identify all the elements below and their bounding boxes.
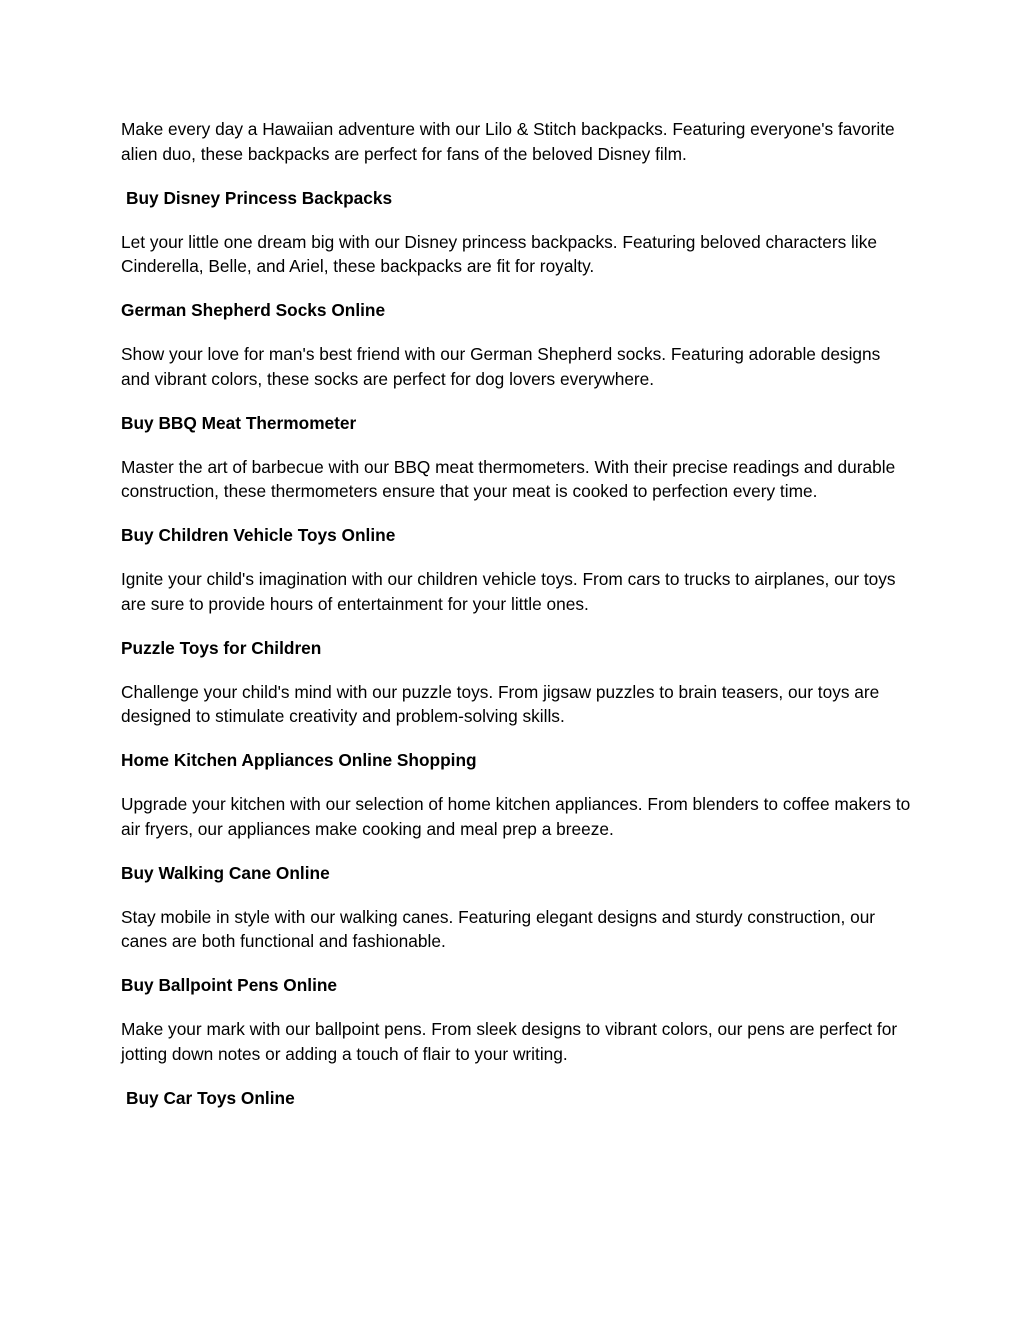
paragraph-disney-princess-backpacks: Let your little one dream big with our Disney princess backpacks. Featuring beloved characters like Cinderella, Belle, and Ariel, these backpacks are fit for royalty.	[121, 231, 877, 276]
document-page	[121, 117, 911, 1130]
paragraph-german-shepherd-socks: Show your love for man's best friend with our German Shepherd socks. Featuring adorable designs and vibrant colors, these socks are perfect for dog lovers everywhere.	[121, 344, 881, 389]
heading-bbq-meat-thermometer: Buy BBQ Meat Thermometer	[121, 412, 357, 433]
heading-disney-princess-backpacks: Buy Disney Princess Backpacks	[126, 187, 393, 208]
heading-children-vehicle-toys: Buy Children Vehicle Toys Online	[121, 525, 396, 545]
paragraph-puzzle-toys: Challenge your child's mind with our puzzle toys. From jigsaw puzzles to brain teasers, our toys are designed to stimulate creativity and problem-solving skills.	[121, 681, 880, 726]
heading-home-kitchen-appliances: Home Kitchen Appliances Online Shopping	[121, 750, 477, 770]
paragraph-bbq-meat-thermometer: Master the art of barbecue with our BBQ meat thermometers. With their precise readings and durable construction, these thermometers ensure that your meat is cooked to perfection every time.	[121, 456, 896, 501]
heading-car-toys: Buy Car Toys Online	[126, 1087, 295, 1108]
heading-ballpoint-pens: Buy Ballpoint Pens Online	[121, 975, 338, 995]
paragraph-home-kitchen-appliances: Upgrade your kitchen with our selection of home kitchen appliances. From blenders to coffee makers to air fryers, our appliances make cooking and meal prep a breeze.	[121, 794, 911, 839]
paragraph-walking-cane: Stay mobile in style with our walking canes. Featuring elegant designs and sturdy construction, our canes are both functional and fashionable.	[121, 906, 876, 951]
paragraph-ballpoint-pens: Make your mark with our ballpoint pens. From sleek designs to vibrant colors, our pens are perfect for jotting down notes or adding a touch of flair to your writing.	[121, 1019, 898, 1064]
paragraph-children-vehicle-toys: Ignite your child's imagination with our children vehicle toys. From cars to trucks to airplanes, our toys are sure to provide hours of entertainment for your little ones.	[121, 569, 896, 614]
heading-walking-cane: Buy Walking Cane Online	[121, 862, 330, 883]
heading-puzzle-toys: Puzzle Toys for Children	[121, 637, 322, 658]
paragraph-lilo-stitch-backpacks: Make every day a Hawaiian adventure with our Lilo & Stitch backpacks. Featuring everyone's favorite alien duo, these backpacks are perfect for fans of the beloved Disney film.	[121, 119, 895, 164]
heading-german-shepherd-socks: German Shepherd Socks Online	[121, 300, 386, 320]
